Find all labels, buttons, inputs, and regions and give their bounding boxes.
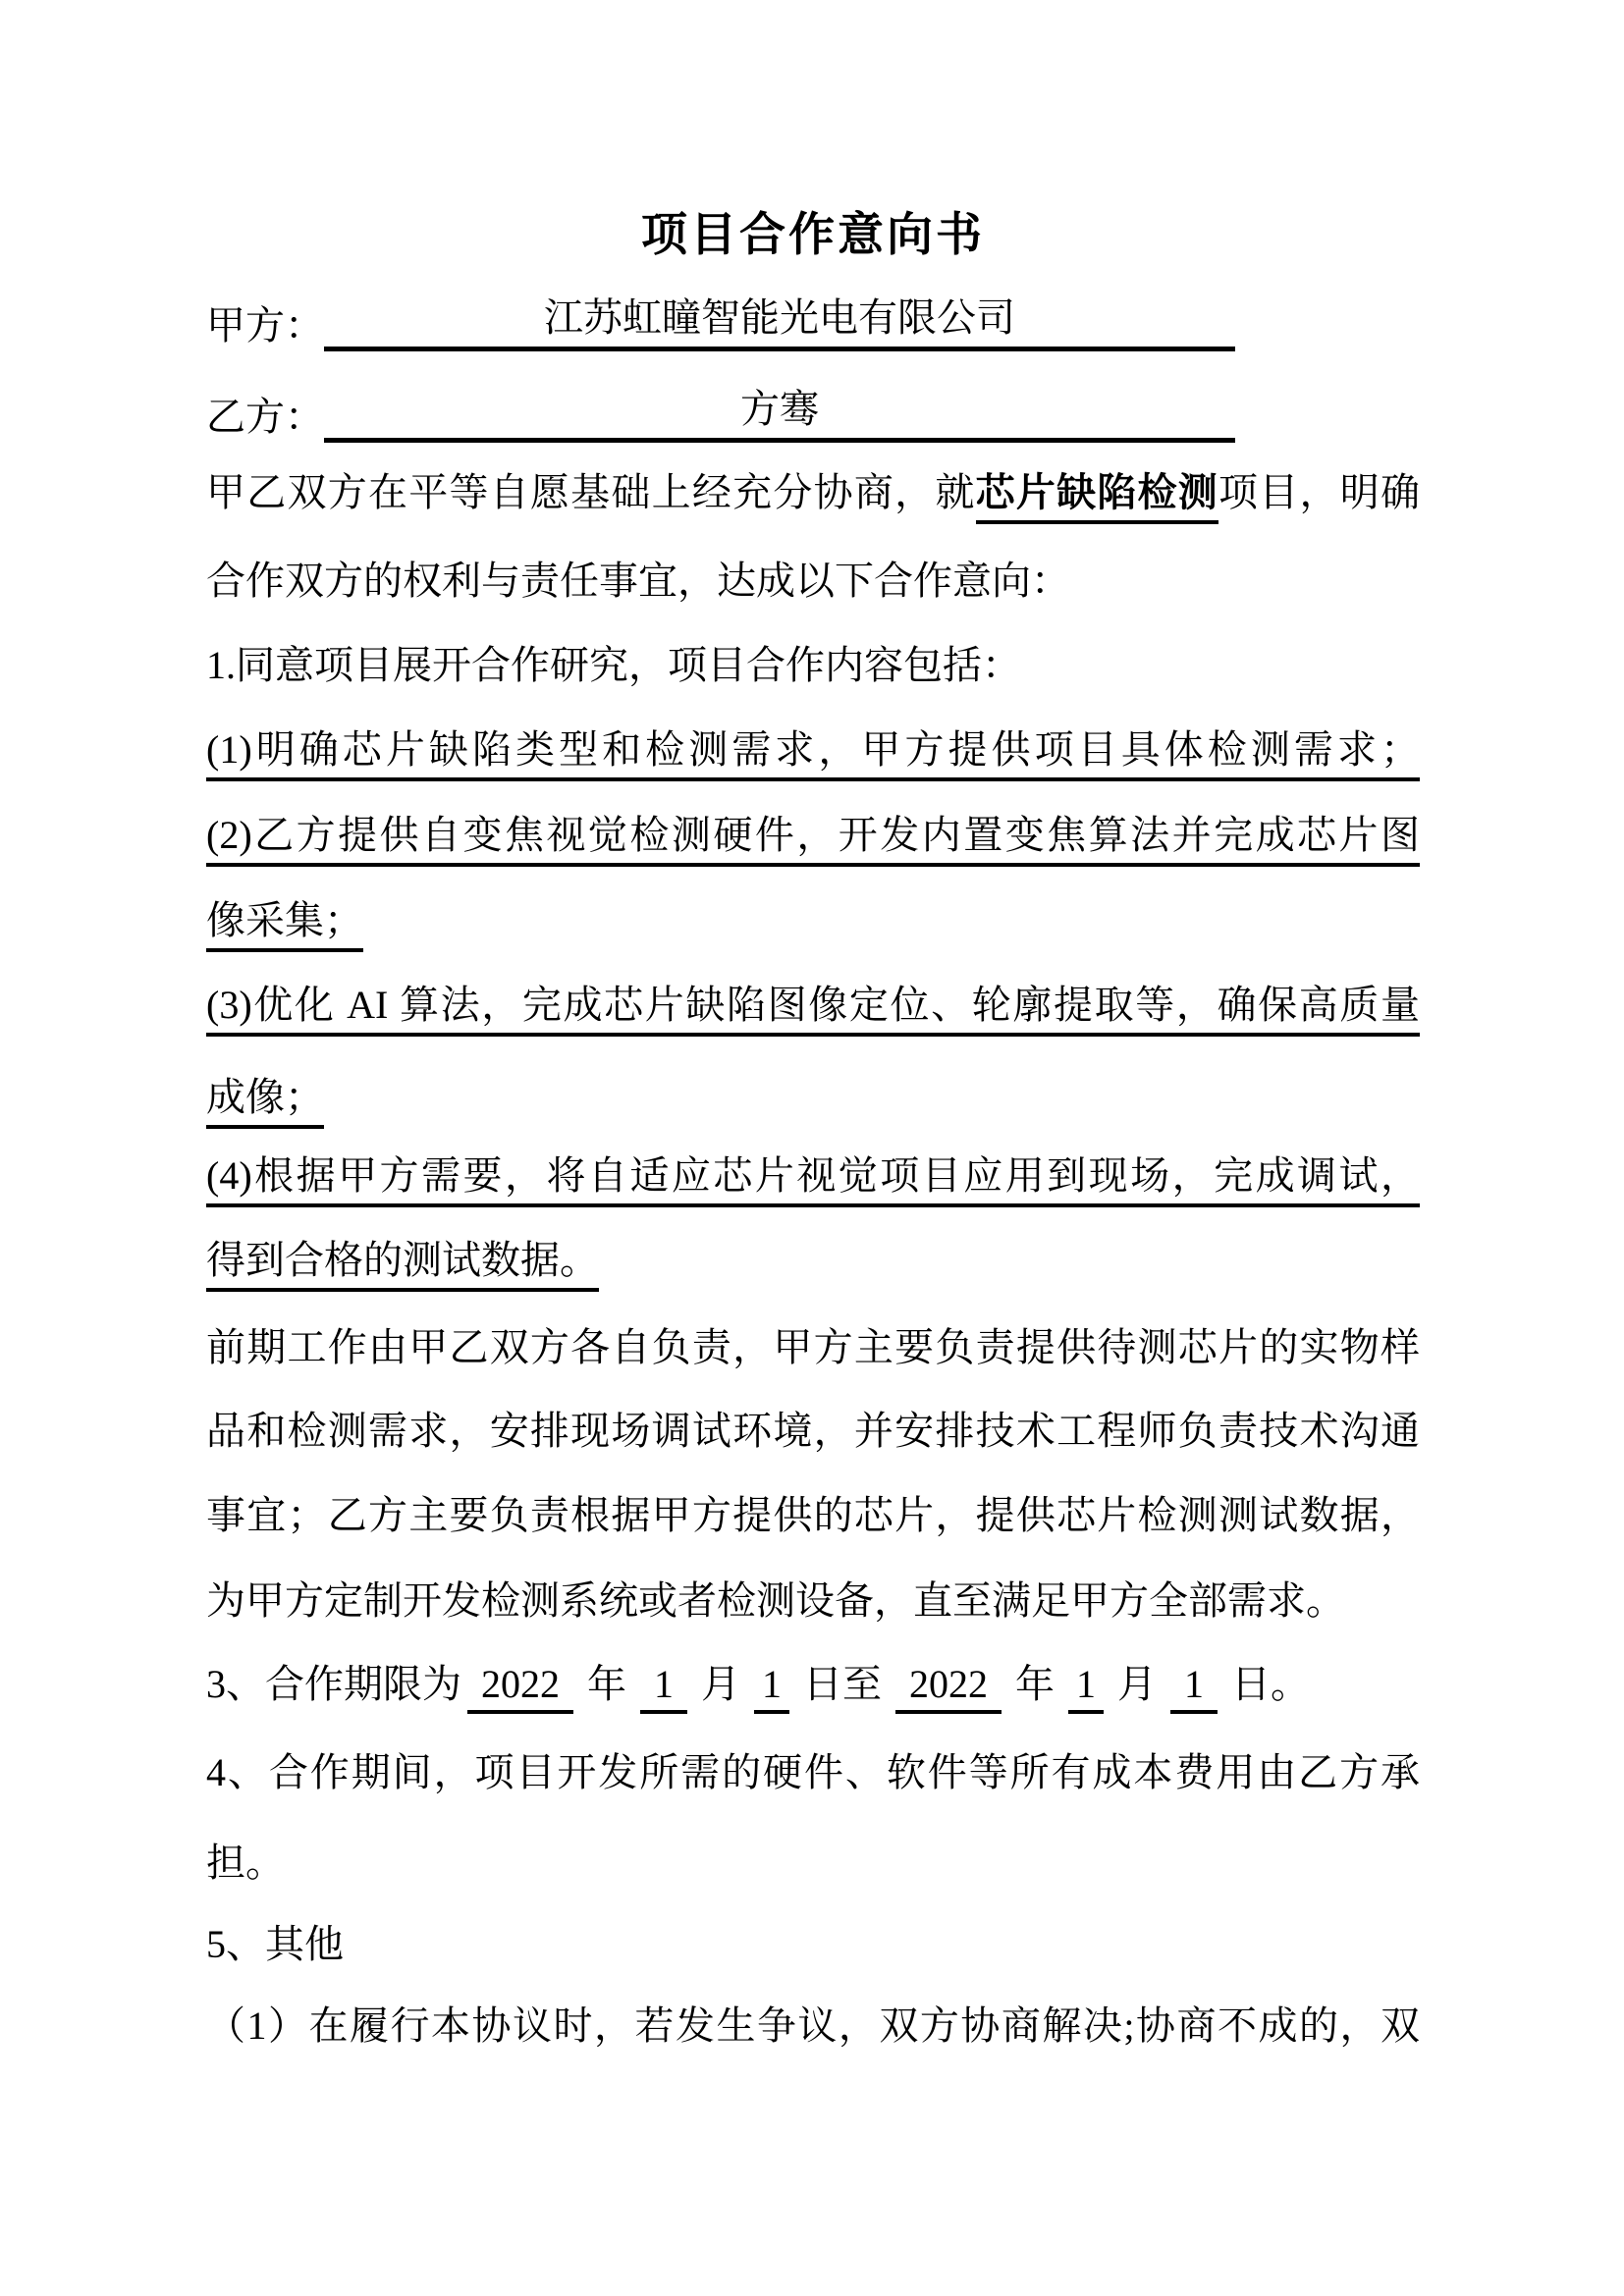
intro-line-2: 合作双方的权利与责任事宜，达成以下合作意向： — [206, 559, 1070, 603]
party-a-blank — [324, 293, 1235, 351]
intro-line-1 — [206, 467, 1420, 518]
term-month-label-2: 月 — [1117, 1662, 1157, 1706]
clause-1-item-2-line-1-text: (2)乙方提供自变焦视觉检测硬件，开发内置变焦算法并完成芯片图 — [206, 813, 1420, 867]
party-b-label: 乙方： — [206, 395, 324, 439]
clause-1-item-4-line-2-text: 得到合格的测试数据。 — [206, 1238, 599, 1292]
clause-1-item-1-text: (1)明确芯片缺陷类型和检测需求，甲方提供项目具体检测需求； — [206, 727, 1420, 781]
clause-1-item-3-line-2 — [206, 1072, 1420, 1123]
responsibilities-line-4: 为甲方定制开发检测系统或者检测设备，直至满足甲方全部需求。 — [206, 1578, 1345, 1623]
responsibilities-line-1: 前期工作由甲乙双方各自负责，甲方主要负责提供待测芯片的实物样 — [206, 1325, 1420, 1369]
party-a-label: 甲方： — [206, 303, 324, 347]
clause-1-item-4-line-1 — [206, 1150, 1420, 1201]
term-month-label-1: 月 — [701, 1662, 740, 1706]
term-to-label: 日至 — [803, 1662, 882, 1706]
intro-line-1-pre: 甲乙双方在平等自愿基础上经充分协商，就 — [206, 470, 976, 514]
clause-1-item-4-line-2 — [206, 1235, 1420, 1286]
party-b-blank — [324, 384, 1235, 443]
term-start-year-blank: 2022 — [467, 1662, 573, 1714]
intro-line-1-post: 项目，明确 — [1218, 470, 1421, 514]
clause-1-item-3-line-2-text: 成像； — [206, 1075, 324, 1129]
clause-1-item-3-line-1-text: (3)优化 AI 算法，完成芯片缺陷图像定位、轮廓提取等，确保高质量 — [206, 983, 1420, 1037]
responsibilities-line-3: 事宜；乙方主要负责根据甲方提供的芯片，提供芯片检测测试数据， — [206, 1493, 1420, 1537]
term-line — [206, 1659, 1420, 1710]
cost-line-1: 4、合作期间，项目开发所需的硬件、软件等所有成本费用由乙方承 — [206, 1750, 1420, 1794]
term-year-label-1: 年 — [587, 1662, 626, 1706]
document-title: 项目合作意向书 — [641, 210, 985, 261]
term-end-day-blank: 1 — [1170, 1662, 1218, 1714]
term-start-day-blank: 1 — [754, 1662, 789, 1714]
project-name-highlight: 芯片缺陷检测 — [976, 470, 1218, 524]
clause-1-item-2-line-2 — [206, 895, 1420, 946]
clause-1-item-2-line-2-text: 像采集； — [206, 898, 363, 952]
clause-1-item-4-line-1-text: (4)根据甲方需要，将自适应芯片视觉项目应用到现场，完成调试， — [206, 1153, 1420, 1207]
clause-1-heading: 1.同意项目展开合作研究，项目合作内容包括： — [206, 643, 1021, 687]
cost-line-2: 担。 — [206, 1841, 285, 1885]
party-a-row — [206, 293, 1235, 351]
others-item-1: （1）在履行本协议时，若发生争议，双方协商解决;协商不成的，双 — [206, 2003, 1420, 2048]
term-start-month-blank: 1 — [640, 1662, 687, 1714]
clause-1-item-2-line-1 — [206, 810, 1420, 861]
clause-1-item-1 — [206, 724, 1420, 775]
others-heading: 5、其他 — [206, 1922, 344, 1966]
responsibilities-line-2: 品和检测需求，安排现场调试环境，并安排技术工程师负责技术沟通 — [206, 1409, 1420, 1453]
party-b-name: 方骞 — [740, 387, 819, 431]
term-year-label-2: 年 — [1015, 1662, 1055, 1706]
party-a-name: 江苏虹瞳智能光电有限公司 — [544, 295, 1015, 340]
party-b-row — [206, 384, 1235, 443]
term-prefix: 3、合作期限为 — [206, 1662, 461, 1706]
term-end-label: 日。 — [1231, 1662, 1310, 1706]
term-end-year-blank: 2022 — [895, 1662, 1001, 1714]
clause-1-item-3-line-1 — [206, 980, 1420, 1031]
term-end-month-blank: 1 — [1068, 1662, 1104, 1714]
